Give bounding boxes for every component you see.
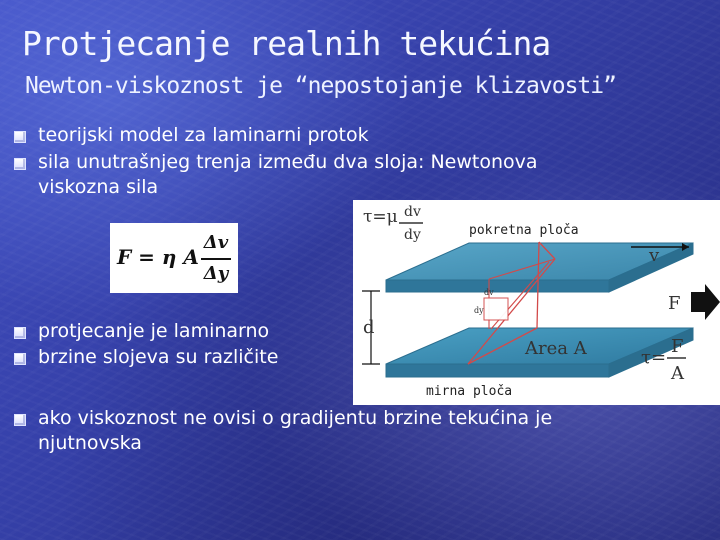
force-arrow-icon bbox=[691, 284, 720, 320]
formula-main: F = η A bbox=[117, 245, 199, 269]
bullet-marker-2 bbox=[14, 158, 26, 170]
area-label: Area A bbox=[525, 338, 587, 359]
top-plate-front-side bbox=[386, 280, 609, 292]
tau-right-label: τ= bbox=[641, 347, 667, 368]
small-dv-label: dv bbox=[484, 288, 494, 297]
bullet-marker-5 bbox=[14, 414, 26, 426]
stationary-plate-label: mirna ploča bbox=[426, 384, 513, 399]
distance-label: d bbox=[363, 317, 375, 338]
bullet-text-2-continued: viskozna sila bbox=[38, 176, 159, 198]
formula-fraction-line bbox=[201, 258, 231, 260]
velocity-label: v bbox=[649, 245, 660, 266]
viscosity-plate-diagram bbox=[353, 200, 720, 405]
formula-numerator: Δv bbox=[203, 232, 229, 253]
tau-fraction-numerator: F bbox=[671, 336, 684, 357]
viscous-force-formula bbox=[110, 223, 238, 293]
tau-mu-label: τ=μ bbox=[363, 207, 398, 227]
moving-plate-label: pokretna ploča bbox=[469, 223, 579, 238]
bullet-text-2: sila unutrašnjeg trenja između dva sloja: Newtonova bbox=[38, 151, 538, 173]
dv-label: dv bbox=[404, 204, 421, 220]
bullet-text-3: protjecanje je laminarno bbox=[38, 320, 270, 342]
force-label: F bbox=[668, 293, 681, 314]
bottom-plate-front-side bbox=[386, 364, 609, 377]
slide-title: Protjecanje realnih tekućina bbox=[22, 24, 551, 63]
bullet-marker-1 bbox=[14, 131, 26, 143]
bullet-text-5: ako viskoznost ne ovisi o gradijentu brzine tekućina je bbox=[38, 407, 553, 429]
dy-label: dy bbox=[404, 227, 421, 243]
bullet-text-4: brzine slojeva su različite bbox=[38, 346, 279, 368]
small-dy-label: dy bbox=[474, 306, 484, 315]
bullet-marker-3 bbox=[14, 327, 26, 339]
tau-fraction-denominator: A bbox=[671, 363, 684, 384]
formula-denominator: Δy bbox=[203, 263, 229, 284]
bullet-text-5-continued: njutnovska bbox=[38, 432, 142, 454]
bullet-marker-4 bbox=[14, 353, 26, 365]
slide-subtitle: Newton-viskoznost je “nepostojanje klizavosti” bbox=[25, 73, 616, 99]
plate-diagram-svg bbox=[353, 200, 720, 405]
bullet-text-1: teorijski model za laminarni protok bbox=[38, 124, 369, 146]
differential-element bbox=[484, 298, 508, 320]
